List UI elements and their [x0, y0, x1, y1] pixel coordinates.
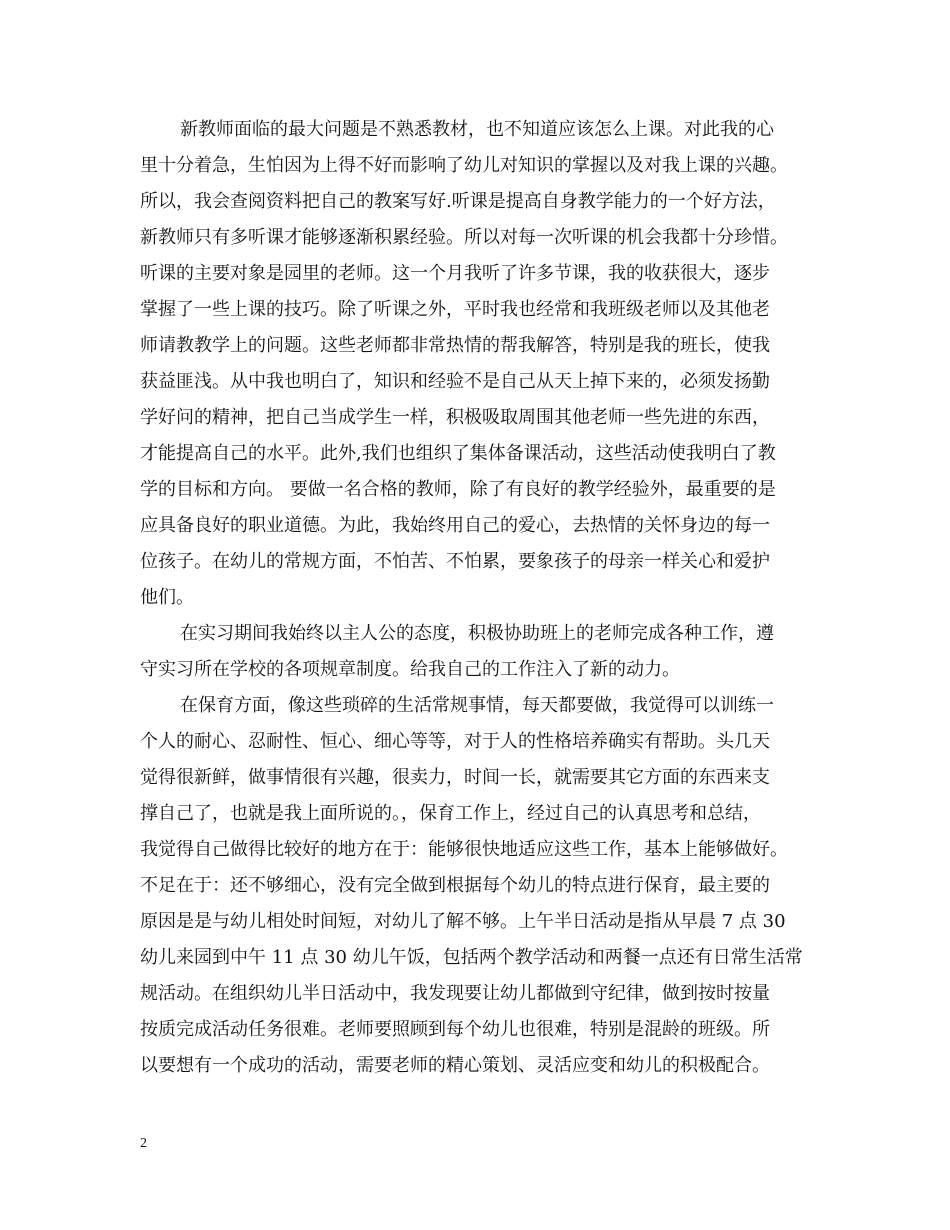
text-line: 不足在于：还不够细心，没有完全做到根据每个幼儿的特点进行保育，最主要的 — [140, 875, 770, 896]
text-line: 掌握了一些上课的技巧。除了听课之外，平时我也经常和我班级老师以及其他老 — [140, 299, 770, 320]
text-line: 按质完成活动任务很难。老师要照顾到每个幼儿也很难，特别是混龄的班级。所 — [140, 1019, 770, 1040]
text-line: 他们。 — [140, 587, 194, 608]
text-line: 师请教教学上的问题。这些老师都非常热情的帮我解答，特别是我的班长，使我 — [140, 335, 770, 356]
text-line: 学好问的精神，把自己当成学生一样，积极吸取周围其他老师一些先进的东西， — [140, 407, 770, 428]
text-line: 新教师只有多听课才能够逐渐积累经验。所以对每一次听课的机会我都十分珍惜。 — [140, 227, 788, 248]
text-line: 里十分着急，生怕因为上得不好而影响了幼儿对知识的掌握以及对我上课的兴趣。 — [140, 155, 788, 176]
text-line: 应具备良好的职业道德。为此，我始终用自己的爱心，去热情的关怀身边的每一 — [140, 515, 770, 536]
page-number: 2 — [140, 1136, 147, 1151]
text-line: 在保育方面，像这些琐碎的生活常规事情，每天都要做，我觉得可以训练一 — [180, 695, 774, 716]
text-line: 原因是是与幼儿相处时间短，对幼儿了解不够。上午半日活动是指从早晨 7 点 30 — [140, 911, 786, 932]
text-line: 守实习所在学校的各项规章制度。给我自己的工作注入了新的动力。 — [140, 659, 680, 680]
text-line: 获益匪浅。从中我也明白了，知识和经验不是自己从天上掉下来的，必须发扬勤 — [140, 371, 770, 392]
text-line: 新教师面临的最大问题是不熟悉教材，也不知道应该怎么上课。对此我的心 — [180, 119, 774, 140]
text-line: 学的目标和方向。 要做一名合格的教师，除了有良好的教学经验外，最重要的是 — [140, 479, 776, 500]
text-line: 幼儿来园到中午 11 点 30 幼儿午饭，包括两个教学活动和两餐一点还有日常生活常 — [140, 947, 803, 968]
text-line: 听课的主要对象是园里的老师。这一个月我听了许多节课，我的收获很大，逐步 — [140, 263, 770, 284]
text-line: 我觉得自己做得比较好的地方在于：能够很快地适应这些工作，基本上能够做好。 — [140, 839, 788, 860]
text-line: 位孩子。在幼儿的常规方面，不怕苦、不怕累，要象孩子的母亲一样关心和爱护 — [140, 551, 770, 572]
body-text — [140, 112, 820, 1084]
text-line: 才能提高自己的水平。此外,我们也组织了集体备课活动，这些活动使我明白了教 — [140, 443, 776, 464]
text-line: 在实习期间我始终以主人公的态度，积极协助班上的老师完成各种工作，遵 — [180, 623, 774, 644]
text-line: 觉得很新鲜，做事情很有兴趣，很卖力，时间一长，就需要其它方面的东西来支 — [140, 767, 770, 788]
text-line: 规活动。在组织幼儿半日活动中，我发现要让幼儿都做到守纪律，做到按时按量 — [140, 983, 770, 1004]
text-line: 个人的耐心、忍耐性、恒心、细心等等，对于人的性格培养确实有帮助。头几天 — [140, 731, 770, 752]
text-line: 所以，我会查阅资料把自己的教案写好.听课是提高自身教学能力的一个好方法， — [140, 191, 776, 212]
text-line: 以要想有一个成功的活动，需要老师的精心策划、灵活应变和幼儿的积极配合。 — [140, 1055, 770, 1076]
text-line: 撑自己了，也就是我上面所说的。，保育工作上，经过自己的认真思考和总结， — [140, 803, 761, 824]
